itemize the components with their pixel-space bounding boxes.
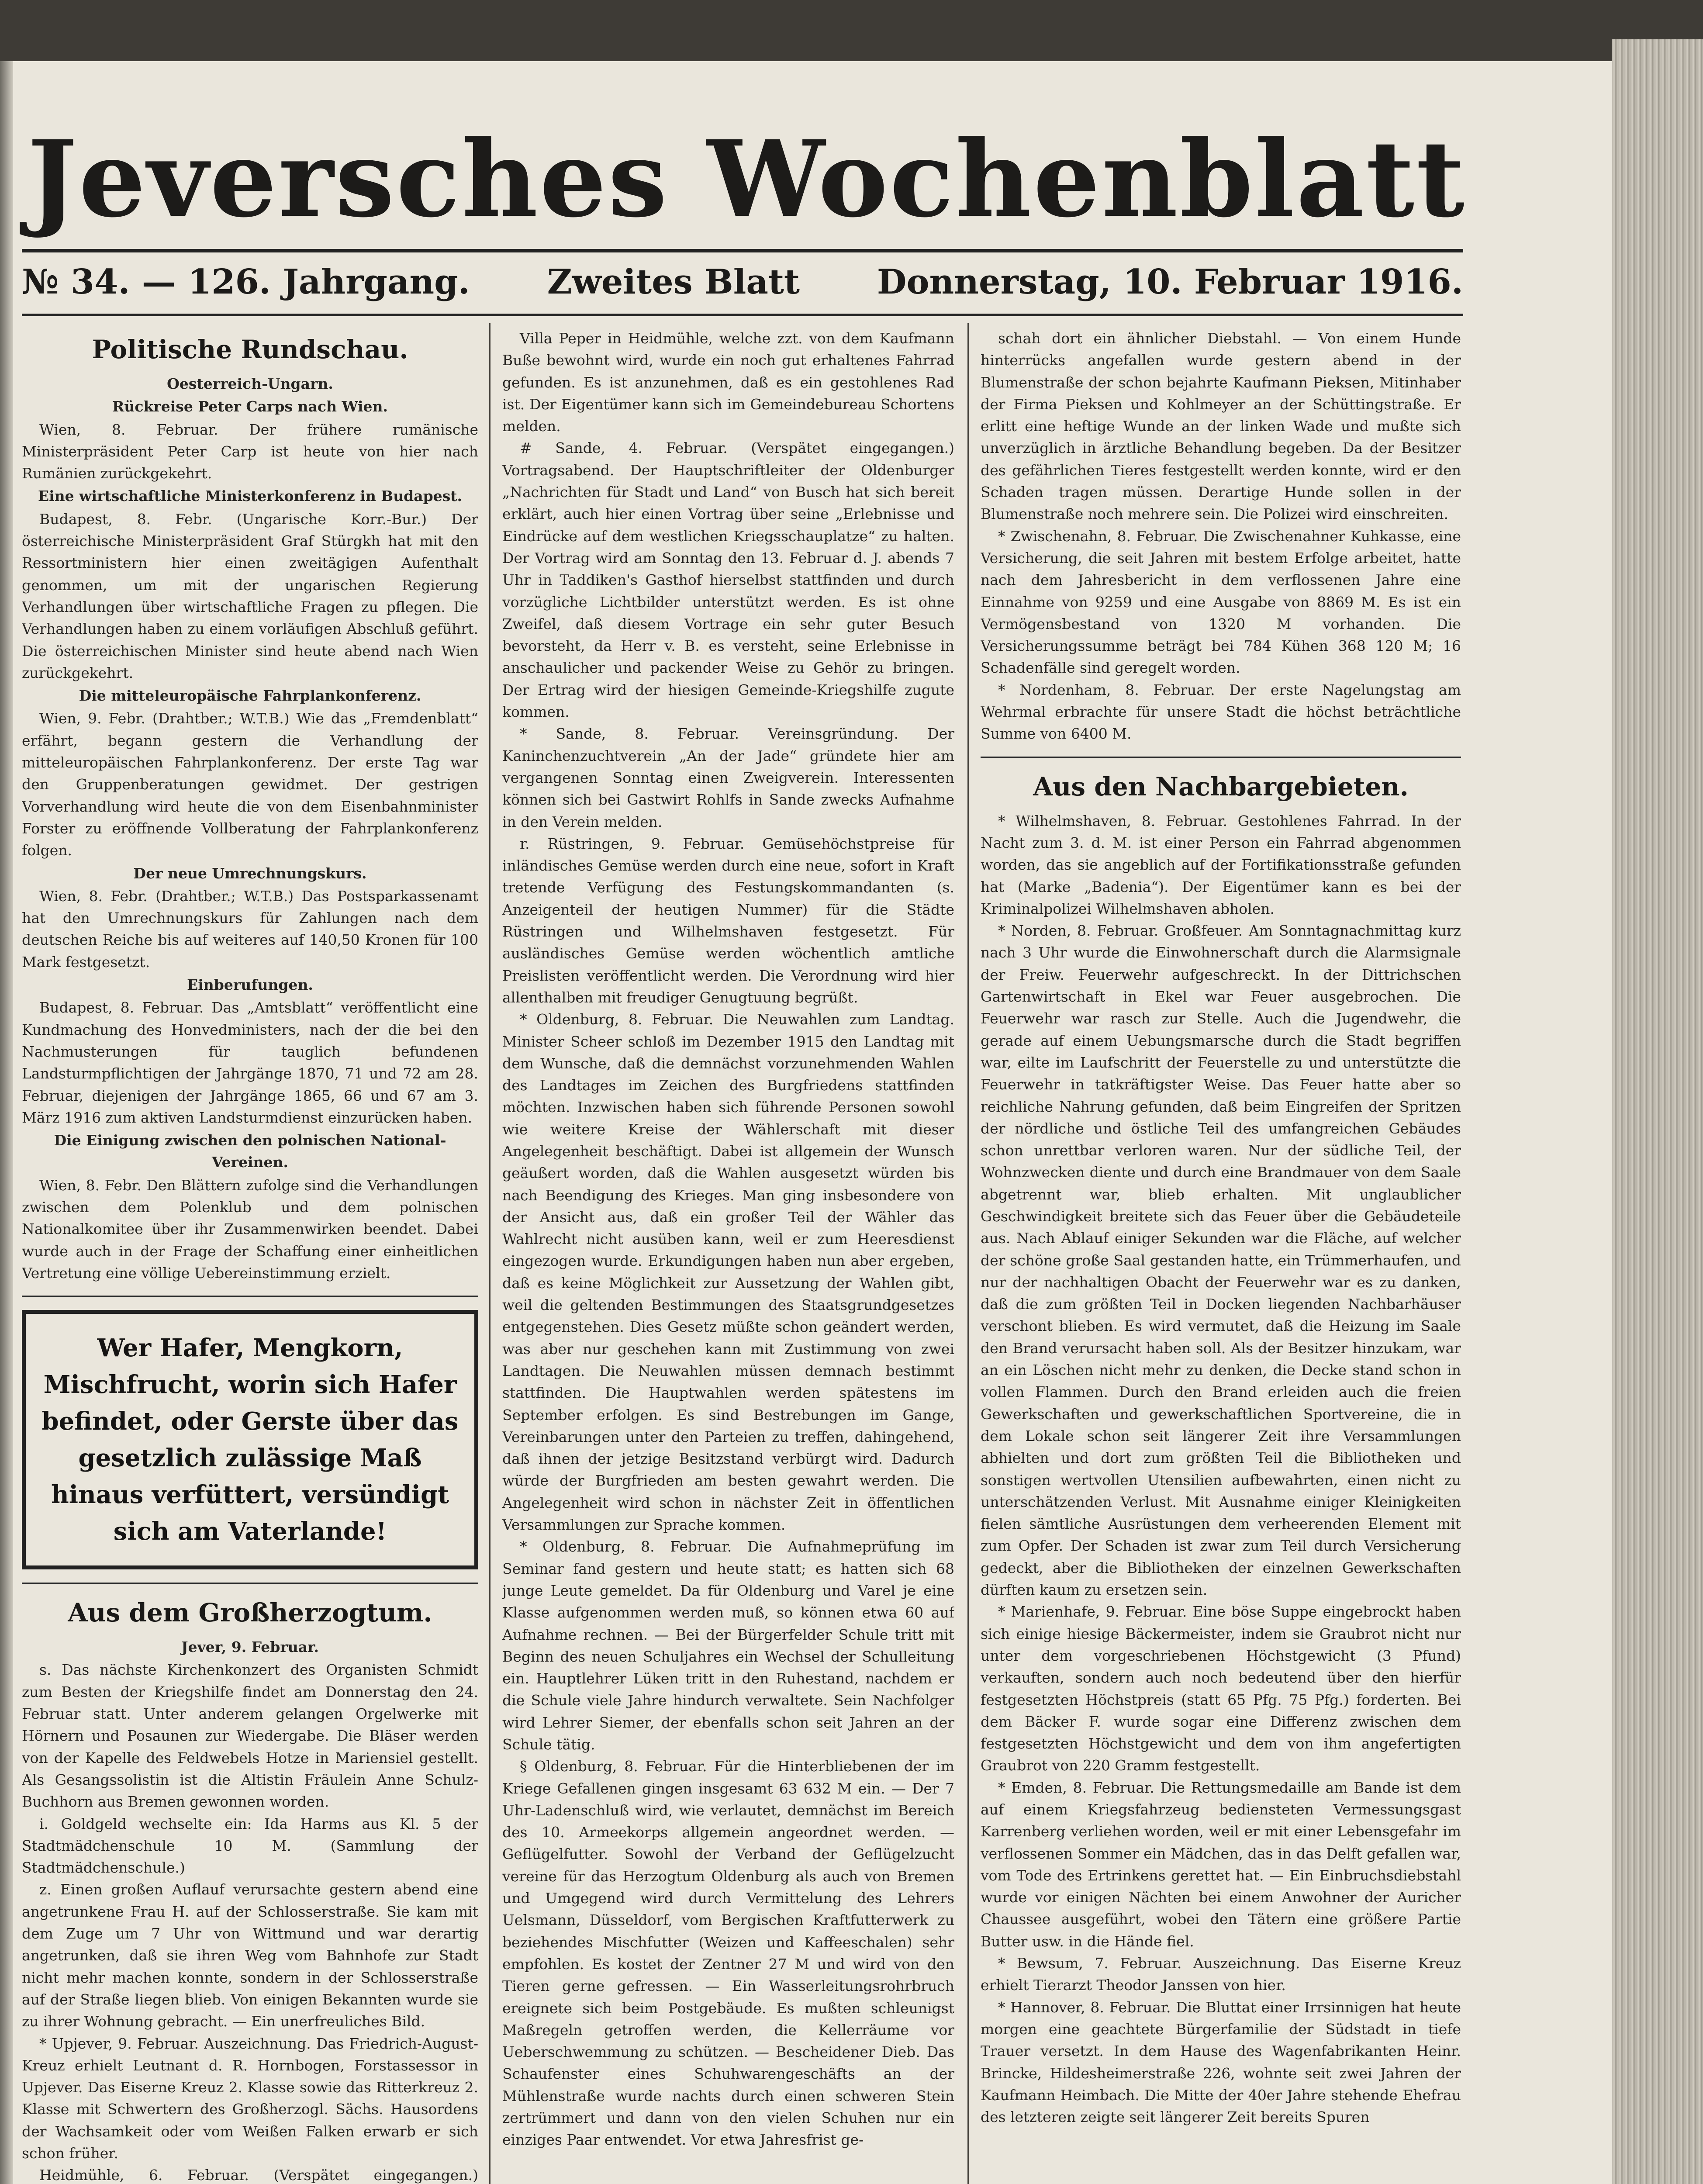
article-paragraph: Villa Peper in Heidmühle, welche zzt. von dem Kaufmann Buße bewohnt wird, wurde ein noch gut erhaltenes Fahrrad gefunden. Es ist anzunehmen, daß es ein gestohlenes Rad ist. Der Eigentümer kann sich im Gemeindebureau Schortens melden.	[502, 330, 954, 435]
issue-bar	[22, 253, 1463, 310]
subheading: Rückreise Peter Carps nach Wien.	[112, 398, 388, 415]
article-paragraph: * Marienhafe, 9. Februar. Eine böse Suppe eingebrockt haben sich einige hiesige Bäckermeister, indem sie Graubrot nicht nur unter dem vorgeschriebenen Höchstgewicht (3 Pfund) verkauften, sondern auch noch bedeutend über den hierfür festgesetzten Höchstpreis (statt 65 Pfg. 75 Pfg.) forderten. Bei dem Bäcker F. wurde sogar eine Differenz zwischen dem festgesetzten Höchstgewicht und dem von ihm angefertigten Graubrot von 220 Gramm festgestellt.	[981, 1603, 1461, 1774]
column-3	[981, 328, 1461, 2184]
column-rule	[967, 323, 969, 2184]
column-rule	[489, 323, 491, 2184]
article-paragraph: Wien, 8. Febr. Den Blättern zufolge sind die Verhandlungen zwischen dem Polenklub und dem polnischen Nationalkomitee über ihr Zusammenwirken beendet. Dabei wurde auch in der Frage der Schaffung einer einheitlichen Vertretung eine völlige Uebereinstimmung erzielt.	[22, 1176, 478, 1282]
article-paragraph: Heidmühle, 6. Februar. (Verspätet eingegangen.)	[39, 2167, 478, 2184]
separator-rule	[22, 1296, 478, 1297]
article-paragraph: i. Goldgeld wechselte ein: Ida Harms aus Kl. 5 der Stadtmädchenschule 10 M. (Sammlung der Stadtmädchenschule.)	[22, 1815, 478, 1876]
article-paragraph: z. Einen großen Auflauf verursachte gestern abend eine angetrunkene Frau H. auf der Schlosserstraße. Sie kam mit dem Zuge um 7 Uhr von Wittmund und war derartig angetrunken, daß sie ihren Weg vom Bahnhofe zur Stadt nicht mehr machen konnte, sondern in der Schlosserstraße auf der Straße liegen blieb. Von einigen Bekannten wurde sie zu ihrer Wohnung gebracht. — Ein unerfreuliches Bild.	[22, 1881, 478, 2030]
article-paragraph: * Nordenham, 8. Februar. Der erste Nagelungstag am Wehrmal erbrachte für unsere Stadt die höchst beträchtliche Summe von 6400 M.	[981, 681, 1461, 743]
article-paragraph: * Wilhelmshaven, 8. Februar. Gestohlenes Fahrrad. In der Nacht zum 3. d. M. ist einer Person ein Fahrrad abgenommen worden, das sie angeblich auf der Fortifikationsstraße gefunden hat (Marke „Badenia“). Der Eigentümer kann es bei der Kriminalpolizei Wilhelmshaven abholen.	[981, 812, 1461, 917]
issue-date: Donnerstag, 10. Februar 1916.	[877, 262, 1463, 302]
article-paragraph: Budapest, 8. Febr. (Ungarische Korr.-Bur.) Der österreichische Ministerpräsident Graf Stürgkh hat mit den Ressortministern hier einen zweitägigen Aufenthalt genommen, um mit der ungarischen Regierung Verhandlungen über wirtschaftliche Fragen zu pflegen. Die Verhandlungen haben zu einem vorläufigen Abschluß geführt. Die österreichischen Minister sind heute abend nach Wien zurückgekehrt.	[22, 510, 478, 681]
article-paragraph: r. Rüstringen, 9. Februar. Gemüsehöchstpreise für inländisches Gemüse werden durch eine neue, sofort in Kraft tretende Verfügung des Festungskommandanten (s. Anzeigenteil der heutigen Nummer) für die Städte Rüstringen und Wilhelmshaven festgesetzt. Für ausländisches Gemüse werden wöchentlich amtliche Preislisten veröffentlicht werden. Die Verordnung wird hier allenthalben mit freudiger Genugtuung begrüßt.	[502, 835, 954, 1006]
article-paragraph: Wien, 9. Febr. (Drahtber.; W.T.B.) Wie das „Fremdenblatt“ erfährt, begann gestern die Verhandlung der mitteleuropäischen Fahrplankonferenz. Der erste Tag war den Gruppenberatungen gewidmet. Der gestrigen Vorverhandlung wird heute die von dem Eisenbahnminister Forster zu eröffnende Vollberatung der Fahrplankonferenz folgen.	[22, 710, 478, 859]
subheading: Die Einigung zwischen den polnischen National-Vereinen.	[54, 1132, 446, 1171]
article-paragraph: * Oldenburg, 8. Februar. Die Neuwahlen zum Landtag. Minister Scheer schloß im Dezember 1915 den Landtag mit dem Wunsche, daß die demnächst vorzunehmenden Wahlen des Landtages im Zeichen des Burgfriedens stattfinden möchten. Inzwischen haben sich führende Personen sowohl wie weitere Kreise der Wählerschaft mit dieser Angelegenheit beschäftigt. Dabei ist allgemein der Wunsch geäußert worden, daß die Wahlen ausgesetzt würden bis nach Beendigung des Krieges. Man ging insbesondere von der Ansicht aus, daß ein großer Teil der Wähler das Wahlrecht nicht ausüben kann, weil er zum Heeresdienst eingezogen wurde. Erkundigungen haben nun aber ergeben, daß es keine Möglichkeit zur Aussetzung der Wahlen gibt, weil die geltenden Bestimmungen des Staatsgrundgesetzes entgegenstehen. Dies Gesetz müßte schon geändert werden, was aber nur geschehen kann mit Zustimmung von zwei Landtagen. Die Neuwahlen müssen demnach bestimmt stattfinden. Die Hauptwahlen werden spätestens im September erfolgen. Es sind Bestrebungen im Gange, Vereinbarungen unter den Parteien zu treffen, dahingehend, daß ihnen der jetzige Besitzstand verbürgt wird. Dadurch würde der Burgfrieden am besten gewahrt werden. Die Angelegenheit wird schon in nächster Zeit in öffentlichen Versammlungen zur Sprache kommen.	[502, 1011, 954, 1534]
article-paragraph: Wien, 8. Febr. (Drahtber.; W.T.B.) Das Postsparkassenamt hat den Umrechnungskurs für Zahlungen nach dem deutschen Reiche bis auf weiteres auf 140,50 Kronen für 100 Mark festgesetzt.	[22, 887, 478, 971]
subheading: Einberufungen.	[187, 976, 313, 994]
dateline: Jever, 9. Februar.	[181, 1638, 319, 1656]
article-paragraph: § Oldenburg, 8. Februar. Für die Hinterbliebenen der im Kriege Gefallenen gingen insgesamt 63 632 M ein. — Der 7 Uhr-Ladenschluß wird, wie verlautet, demnächst im Bereich des 10. Armeekorps allgemein angeordnet werden. — Geflügelfutter. Sowohl der Verband der Geflügelzucht vereine für das Herzogtum Oldenburg als auch von Bremen und Umgegend wird durch Vermittelung des Lehrers Uelsmann, Düsseldorf, vom Bergischen Kraftfutterwerk zu beziehendes Mischfutter (Weizen und Kaffeeschalen) sehr empfohlen. Es kostet der Zentner 27 M und wird von den Tieren gerne gefressen. — Ein Wasserleitungsrohrbruch ereignete sich beim Postgebäude. Es mußten schleunigst Maßregeln getroffen werden, die Kellerräume vor Ueberschwemmung zu schützen. — Bescheidener Dieb. Das Schaufenster eines Schuhwarengeschäfts an der Mühlenstraße wurde nachts durch einen schweren Stein zertrümmert und dann von den vielen Schuhen nur ein einziges Paar entwendet. Vor etwa Jahresfrist ge-	[502, 1758, 954, 2149]
masthead	[17, 114, 1476, 245]
article-paragraph: * Bewsum, 7. Februar. Auszeichnung. Das Eiserne Kreuz erhielt Tierarzt Theodor Janssen von hier.	[981, 1955, 1461, 1994]
notice-box: Wer Hafer, Mengkorn, Mischfrucht, worin sich Hafer befindet, oder Gerste über das gesetzlich zulässige Maß hinaus verfüttert, versündigt sich am Vaterlande!	[22, 1310, 478, 1569]
subheading: Oesterreich-Ungarn.	[167, 375, 333, 392]
issue-rule	[22, 314, 1463, 316]
section-heading: Politische Rundschau.	[92, 335, 408, 364]
separator-rule	[22, 1583, 478, 1584]
article-paragraph: * Emden, 8. Februar. Die Rettungsmedaille am Bande ist dem auf einem Kriegsfahrzeug bediensteten Vermessungsgast Karrenberg verliehen worden, weil er mit einer Lebensgefahr im verflossenen Sommer ein Mädchen, das in das Delft gefallen war, vom Tode des Ertrinkens gerettet hat. — Ein Einbruchsdiebstahl wurde vor einigen Nächten bei einem Anwohner der Auricher Chaussee ausgeführt, wobei den Tätern eine größere Partie Butter usw. in die Hände fiel.	[981, 1779, 1461, 1950]
subheading: Der neue Umrechnungskurs.	[133, 864, 367, 882]
section-heading: Aus den Nachbargebieten.	[1033, 771, 1409, 802]
article-paragraph: * Hannover, 8. Februar. Die Bluttat einer Irrsinnigen hat heute morgen eine geachtete Bürgerfamilie der Südstadt in tiefe Trauer versetzt. In dem Hause des Wagenfabrikanten Heinr. Brincke, Hildesheimerstraße 226, wohnte seit zwei Jahren der Kaufmann Heimbach. Die Mitte der 40er Jahre stehende Ehefrau des letzteren zeigte seit längerer Zeit bereits Spuren	[981, 1998, 1461, 2126]
subheading: Die mitteleuropäische Fahrplankonferenz.	[79, 687, 421, 705]
article-paragraph: s. Das nächste Kirchenkonzert des Organisten Schmidt zum Besten der Kriegshilfe findet am Donnerstag den 24. Februar statt. Unter anderem gelangen Orgelwerke mit Hörnern und Posaunen zur Wiedergabe. Die Bläser werden von der Kapelle des Feldwebels Hotze in Mariensiel gestellt. Als Gesangssolistin ist die Altistin Fräulein Anne Schulz-Buchhorn aus Bremen gewonnen worden.	[22, 1661, 478, 1811]
article-paragraph: Wien, 8. Februar. Der frühere rumänische Ministerpräsident Peter Carp ist heute von hier nach Rumänien zurückgekehrt.	[22, 421, 478, 482]
article-paragraph: Budapest, 8. Februar. Das „Amtsblatt“ veröffentlicht eine Kundmachung des Honvedministers, nach der die bei den Nachmusterungen für tauglich befundenen Landsturmpflichtigen der Jahrgänge 1870, 71 und 72 am 28. Februar, diejenigen der Jahrgänge 1865, 66 und 67 am 3. März 1916 zum aktiven Landsturmdienst einzurücken haben.	[22, 999, 478, 1126]
newspaper-page	[0, 61, 1612, 2184]
section-heading: Aus dem Großherzogtum.	[68, 1598, 432, 1628]
masthead-rule	[22, 249, 1463, 252]
binding-shadow	[0, 61, 13, 2184]
article-paragraph: * Norden, 8. Februar. Großfeuer. Am Sonntagnachmittag kurz nach 3 Uhr wurde die Einwohnerschaft durch die Alarmsignale der Freiw. Feuerwehr aufgeschreckt. In der Dittrichschen Gartenwirtschaft in Ekel war Feuer ausgebrochen. Die Feuerwehr war rasch zur Stelle. Auch die Jugendwehr, die gerade auf einem Uebungsmarsche durch die Stadt begriffen war, eilte im Laufschritt der Feuerstelle zu und unterstützte die Feuerwehr in tatkräftigster Weise. Das Feuer hatte aber so reichliche Nahrung gefunden, daß beim Eingreifen der Spritzen der nördliche und östliche Teil des umfangreichen Gebäudes schon unrettbar verloren waren. Nur der südliche Teil, der Wohnzwecken diente und durch eine Brandmauer von dem Saale abgetrennt war, blieb erhalten. Mit unglaublicher Geschwindigkeit breitete sich das Feuer über die Gebäudeteile aus. Nach Ablauf einiger Sekunden war die Fläche, auf welcher der schöne große Saal gestanden hatte, ein Trümmerhaufen, und nur der nachhaltigen Obacht der Feuerwehr war es zu danken, daß die zum größten Teil in Docken liegenden Nachbarhäuser verschont blieben. Es wird vermutet, daß die Heizung im Saale den Brand verursacht haben soll. Als der Besitzer hinzukam, war an ein Löschen nicht mehr zu denken, die Decke stand schon in vollen Flammen. Durch den Brand erleiden auch die freien Gewerkschaften und gewerkschaftlichen Sportvereine, die in dem Lokale schon seit längerer Zeit ihre Versammlungen abhielten und dort zum größten Teil die Bibliotheken und sonstigen wertvollen Utensilien aufbewahrten, einen nicht zu unterschätzenden Verlust. Mit Ausnahme einiger Kleinigkeiten fielen sämtliche Ausrüstungen dem verheerenden Element mit zum Opfer. Der Schaden ist zwar zum Teil durch Versicherung gedeckt, aber die Bibliotheken der einzelnen Gewerkschaften dürften kaum zu ersetzen sein.	[981, 922, 1461, 1599]
subheading: Eine wirtschaftliche Ministerkonferenz in Budapest.	[38, 487, 463, 505]
article-paragraph: # Sande, 4. Februar. (Verspätet eingegangen.) Vortragsabend. Der Hauptschriftleiter der Oldenburger „Nachrichten für Stadt und Land“ von Busch hat sich bereit erklärt, auch hier einen Vortrag über seine „Erlebnisse und Eindrücke auf dem westlichen Kriegsschauplatze“ zu halten. Der Vortrag wird am Sonntag den 13. Februar d. J. abends 7 Uhr in Taddiken's Gasthof hierselbst stattfinden und durch vorzügliche Lichtbilder unterstützt werden. Es ist ohne Zweifel, daß diesem Vortrage ein sehr guter Besuch bevorsteht, da Herr v. B. es versteht, seine Erlebnisse in anschaulicher und packender Weise zu Gehör zu bringen. Der Ertrag wird der hiesigen Gemeinde-Kriegshilfe zugute kommen.	[502, 439, 954, 721]
article-paragraph: schah dort ein ähnlicher Diebstahl. — Von einem Hunde hinterrücks angefallen wurde gestern abend in der Blumenstraße der schon bejahrte Kaufmann Pieksen, Mitinhaber der Firma Pieksen und Kohlmeyer an der Schüttingstraße. Er erlitt eine heftige Wunde an der linken Wade und mußte sich unverzüglich in ärztliche Behandlung begeben. Da der Besitzer des gefährlichen Tieres festgestellt werden konnte, wird er den Schaden tragen müssen. Derartige Hunde sollen in der Blumenstraße noch mehrere sein. Die Polizei wird einschreiten.	[981, 330, 1461, 523]
edition-label: Zweites Blatt	[547, 262, 800, 302]
page-edge-stack	[1612, 39, 1703, 2184]
newspaper-title: Jeversches Wochenblatt	[27, 117, 1466, 241]
column-2	[502, 328, 954, 2184]
article-paragraph: * Oldenburg, 8. Februar. Die Aufnahmeprüfung im Seminar fand gestern und heute statt; es hatten sich 68 junge Leute gemeldet. Da für Oldenburg und Varel je eine Klasse aufgenommen werden muß, so können etwa 60 auf Aufnahme rechnen. — Bei der Bürgerfelder Schule tritt mit Beginn des neuen Schuljahres ein Wechsel der Schulleitung ein. Hauptlehrer Lüken tritt in den Ruhestand, nachdem er die Schule viele Jahre hindurch verwaltete. Sein Nachfolger wird Lehrer Siemer, der ebenfalls schon seit Jahren an der Schule tätig.	[502, 1538, 954, 1753]
article-paragraph: * Sande, 8. Februar. Vereinsgründung. Der Kaninchenzuchtverein „An der Jade“ gründete hier am vergangenen Sonntag einen Zweigverein. Interessenten können sich bei Gastwirt Rohlfs in Sande zwecks Aufnahme in den Verein melden.	[502, 725, 954, 830]
column-1	[22, 328, 478, 2184]
article-paragraph: * Upjever, 9. Februar. Auszeichnung. Das Friedrich-August-Kreuz erhielt Leutnant d. R. Hornbogen, Forstassessor in Upjever. Das Eiserne Kreuz 2. Klasse sowie das Ritterkreuz 2. Klasse mit Schwertern des Großherzogl. Sächs. Hausordens der Wachsamkeit oder vom Weißen Falken erwarb er sich schon früher.	[22, 2035, 478, 2162]
issue-number: № 34. — 126. Jahrgang.	[22, 262, 470, 302]
article-paragraph: * Zwischenahn, 8. Februar. Die Zwischenahner Kuhkasse, eine Versicherung, die seit Jahren mit bestem Erfolge arbeitet, hatte nach dem Jahresbericht in dem verflossenen Jahre eine Einnahme von 9259 und eine Ausgabe von 8869 M. Es ist ein Vermögensbestand von 1320 M vorhanden. Die Versicherungssumme beträgt bei 784 Kühen 368 120 M; 16 Schadenfälle sind geregelt worden.	[981, 527, 1461, 677]
separator-rule	[981, 757, 1461, 758]
